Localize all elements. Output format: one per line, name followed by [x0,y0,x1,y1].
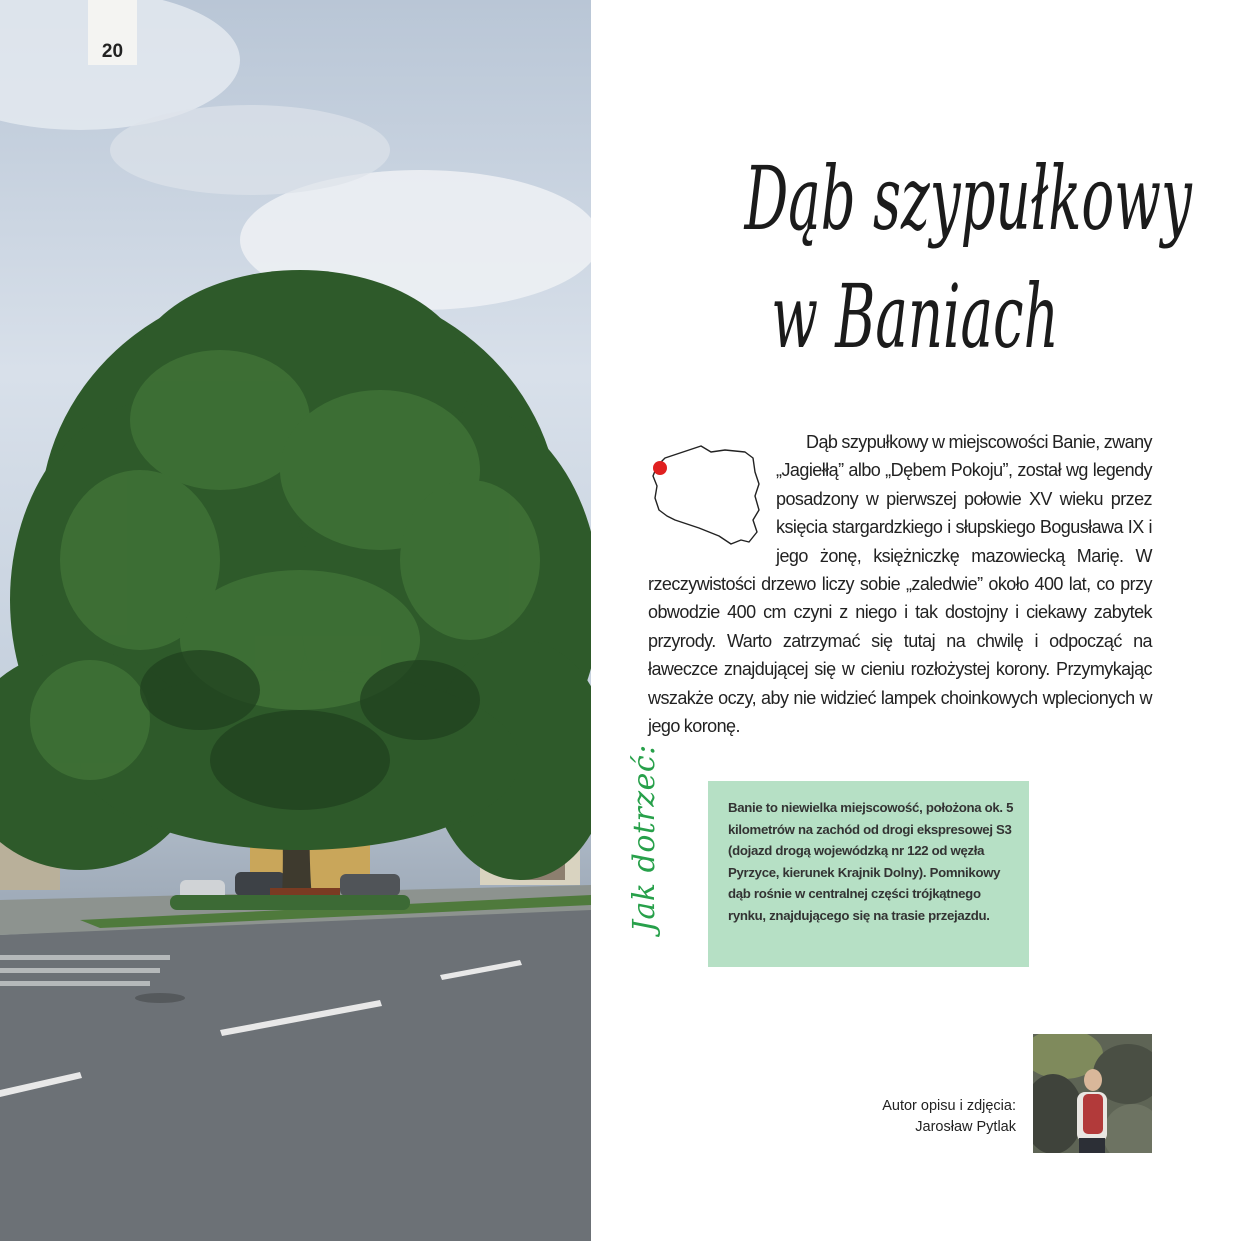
title-line-1: Dąb szypułkowy [744,147,1192,250]
how-to-get-box [708,781,1029,967]
oak-tree-illustration [0,0,591,1241]
author-photo [1033,1034,1152,1153]
author-credit [840,1096,1016,1138]
page-title [744,140,1192,376]
author-portrait-illustration [1033,1034,1152,1153]
author-label: Autor opisu i zdjęcia: [882,1098,1016,1114]
description-text: Dąb szypułkowy w miejscowości Banie, zwany „Jagiełłą” albo „Dębem Pokoju”, został wg legendy posadzony w pierwszej połowie XV wieku przez księcia stargardzkiego i słupskiego Bogusława IX i jego żonę, księżniczkę mazowiecką Marię. W rzeczywistości drzewo liczy sobie „zaledwie” około 400 lat, co przy obwodzie 400 cm czyni z niego i tak dostojny i ciekawy zabytek przyrody. Warto zatrzymać się tutaj na chwilę i odpocząć na ławeczce znajdującej się w cieniu rozłożystej korony. Przymykając wszakże oczy, aby nie widzieć lampek choinkowych wplecionych w jego koronę. [648,432,1152,737]
title-line-2: w Baniach [771,265,1059,368]
how-to-get-text: Banie to niewielka miejscowość, położona ok. 5 kilometrów na zachód od drogi ekspresowej S3 (dojazd drogą wojewódzką nr 122 od węzła Pyrzyce, kierunek Krajnik Dolny). Pomnikowy dąb rośnie w centralnej części trójkątnego rynku, znajdującego się na trasie przejazdu. [728,800,1014,923]
author-name: Jarosław Pytlak [915,1119,1016,1135]
description-paragraph [648,428,1152,740]
how-to-get-label: Jak dotrzeć: [627,744,662,932]
page-number: 20 [88,0,137,65]
oak-tree-photo [0,0,591,1241]
